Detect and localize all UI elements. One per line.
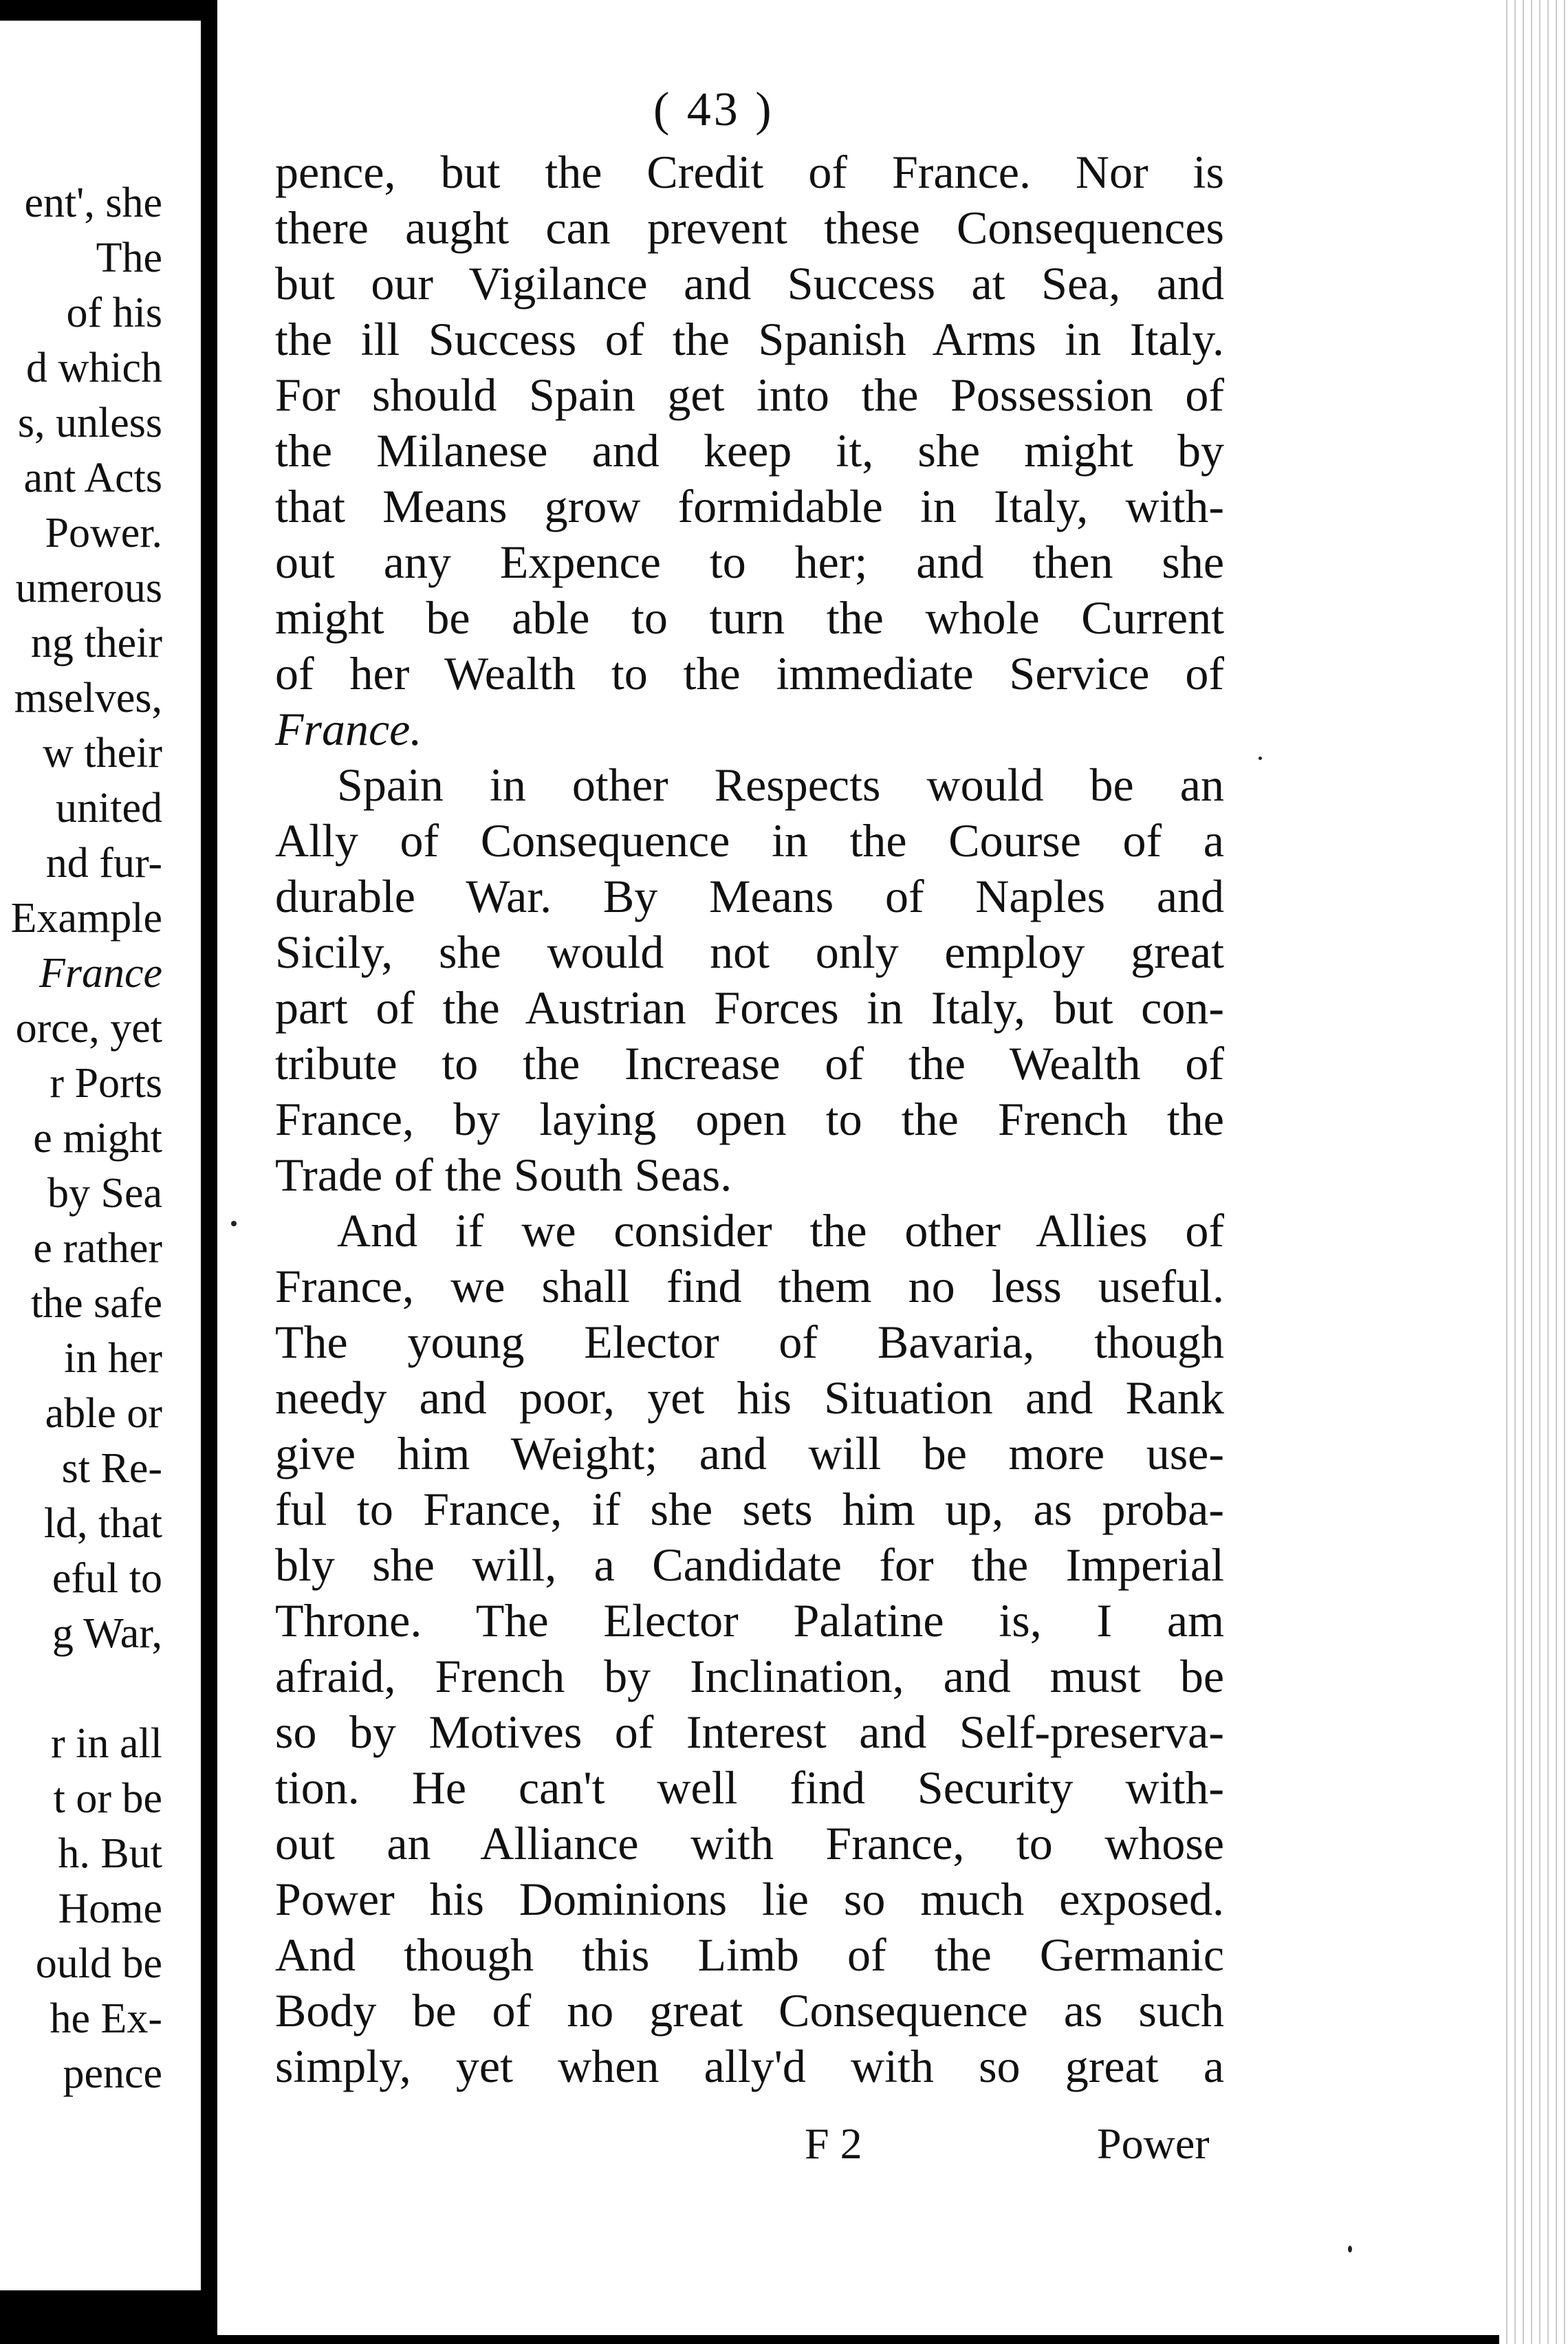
margin-speck bbox=[1348, 2246, 1352, 2253]
left-line: t or be bbox=[53, 1775, 162, 1822]
text-line: bly she will, a Candidate for the Imperial bbox=[275, 1539, 1224, 1591]
text-line: simply, yet when ally'd with so great a bbox=[275, 2040, 1224, 2092]
text-line: Body be of no great Consequence as such bbox=[275, 1984, 1224, 2037]
left-line: ld, that bbox=[43, 1500, 162, 1547]
text-line: Power his Dominions lie so much exposed. bbox=[275, 1873, 1224, 1925]
main-text-block bbox=[275, 144, 1224, 2094]
signature-mark: F 2 bbox=[805, 2119, 862, 2168]
catchword: Power bbox=[1097, 2119, 1210, 2168]
text-line: Sicily, she would not only employ great bbox=[275, 926, 1224, 978]
left-line: in her bbox=[64, 1335, 162, 1382]
text-line: there aught can prevent these Consequences bbox=[275, 202, 1224, 254]
text-line: For should Spain get into the Possession of bbox=[275, 369, 1224, 421]
text-line: tribute to the Increase of the Wealth of bbox=[275, 1037, 1224, 1089]
text-line: tion. He can't well find Security with- bbox=[275, 1761, 1224, 1814]
left-line: Home bbox=[58, 1885, 162, 1932]
left-line: he Ex- bbox=[50, 1995, 162, 2042]
text-line: out any Expence to her; and then she bbox=[275, 536, 1224, 588]
text-line: And if we consider the other Allies of bbox=[337, 1204, 1224, 1257]
text-line: France, we shall find them no less useful. bbox=[275, 1260, 1224, 1312]
left-line: g War, bbox=[52, 1610, 162, 1657]
text-line: The young Elector of Bavaria, though bbox=[275, 1316, 1224, 1368]
text-line: Throne. The Elector Palatine is, I am bbox=[275, 1594, 1224, 1647]
text-line: of her Wealth to the immediate Service of bbox=[275, 647, 1224, 699]
left-line: w their bbox=[43, 730, 162, 777]
page-number: ( 43 ) bbox=[653, 83, 774, 136]
left-line: nd fur- bbox=[45, 840, 162, 887]
text-line: needy and poor, yet his Situation and Rank bbox=[275, 1371, 1224, 1424]
left-line: d which bbox=[25, 345, 162, 391]
left-line: by Sea bbox=[47, 1170, 162, 1217]
left-line: ant Acts bbox=[23, 455, 162, 501]
text-line: Trade of the South Seas. bbox=[275, 1149, 732, 1201]
text-line: pence, but the Credit of France. Nor is bbox=[275, 146, 1224, 198]
text-line: durable War. By Means of Naples and bbox=[275, 870, 1224, 922]
left-line: Power. bbox=[45, 510, 162, 556]
text-line: but our Vigilance and Success at Sea, and bbox=[275, 257, 1224, 310]
left-line: mselves, bbox=[14, 675, 162, 721]
text-line: And though this Limb of the Germanic bbox=[275, 1929, 1224, 1981]
left-line: e might bbox=[33, 1115, 162, 1162]
left-line: of his bbox=[66, 290, 162, 336]
left-line: r in all bbox=[51, 1720, 162, 1767]
left-line: umerous bbox=[15, 565, 162, 611]
text-line: so by Motives of Interest and Self-preserva- bbox=[275, 1706, 1224, 1758]
left-line: ng their bbox=[30, 620, 162, 666]
margin-speck bbox=[1259, 757, 1262, 760]
left-line: ent', she bbox=[24, 180, 162, 226]
left-line: r Ports bbox=[50, 1060, 162, 1107]
text-line: out an Alliance with France, to whose bbox=[275, 1817, 1224, 1869]
text-line: ful to France, if she sets him up, as proba- bbox=[275, 1483, 1224, 1535]
left-line: The bbox=[96, 235, 162, 281]
left-line: h. But bbox=[58, 1830, 162, 1877]
text-line: France. bbox=[275, 703, 422, 755]
text-line: the ill Success of the Spanish Arms in Italy. bbox=[275, 313, 1224, 365]
margin-speck bbox=[231, 1221, 237, 1226]
left-line: s, unless bbox=[17, 400, 162, 446]
left-line: the safe bbox=[30, 1280, 162, 1327]
left-line: eful to bbox=[52, 1555, 162, 1602]
left-page-fragment bbox=[0, 21, 201, 2290]
left-line: pence bbox=[63, 2050, 162, 2097]
text-line: afraid, French by Inclination, and must be bbox=[275, 1650, 1224, 1702]
text-line: the Milanese and keep it, she might by bbox=[275, 424, 1224, 477]
text-line: Ally of Consequence in the Course of a bbox=[275, 814, 1224, 867]
text-line: part of the Austrian Forces in Italy, but con- bbox=[275, 981, 1224, 1034]
book-gutter bbox=[201, 0, 215, 2344]
left-line: orce, yet bbox=[15, 1005, 162, 1052]
text-line: might be able to turn the whole Current bbox=[275, 592, 1224, 644]
left-line: st Re- bbox=[61, 1445, 162, 1492]
text-line: France, by laying open to the French the bbox=[275, 1093, 1224, 1145]
left-line: France bbox=[39, 950, 162, 997]
left-line: able or bbox=[45, 1390, 162, 1437]
left-line: Example bbox=[10, 895, 162, 942]
text-line: that Means grow formidable in Italy, with- bbox=[275, 480, 1224, 532]
left-line: e rather bbox=[33, 1225, 162, 1272]
left-line: ould be bbox=[35, 1940, 162, 1987]
text-line: give him Weight; and will be more use- bbox=[275, 1427, 1224, 1479]
page-edges bbox=[1499, 0, 1568, 2344]
text-line: Spain in other Respects would be an bbox=[337, 759, 1224, 811]
left-line: united bbox=[56, 785, 162, 832]
